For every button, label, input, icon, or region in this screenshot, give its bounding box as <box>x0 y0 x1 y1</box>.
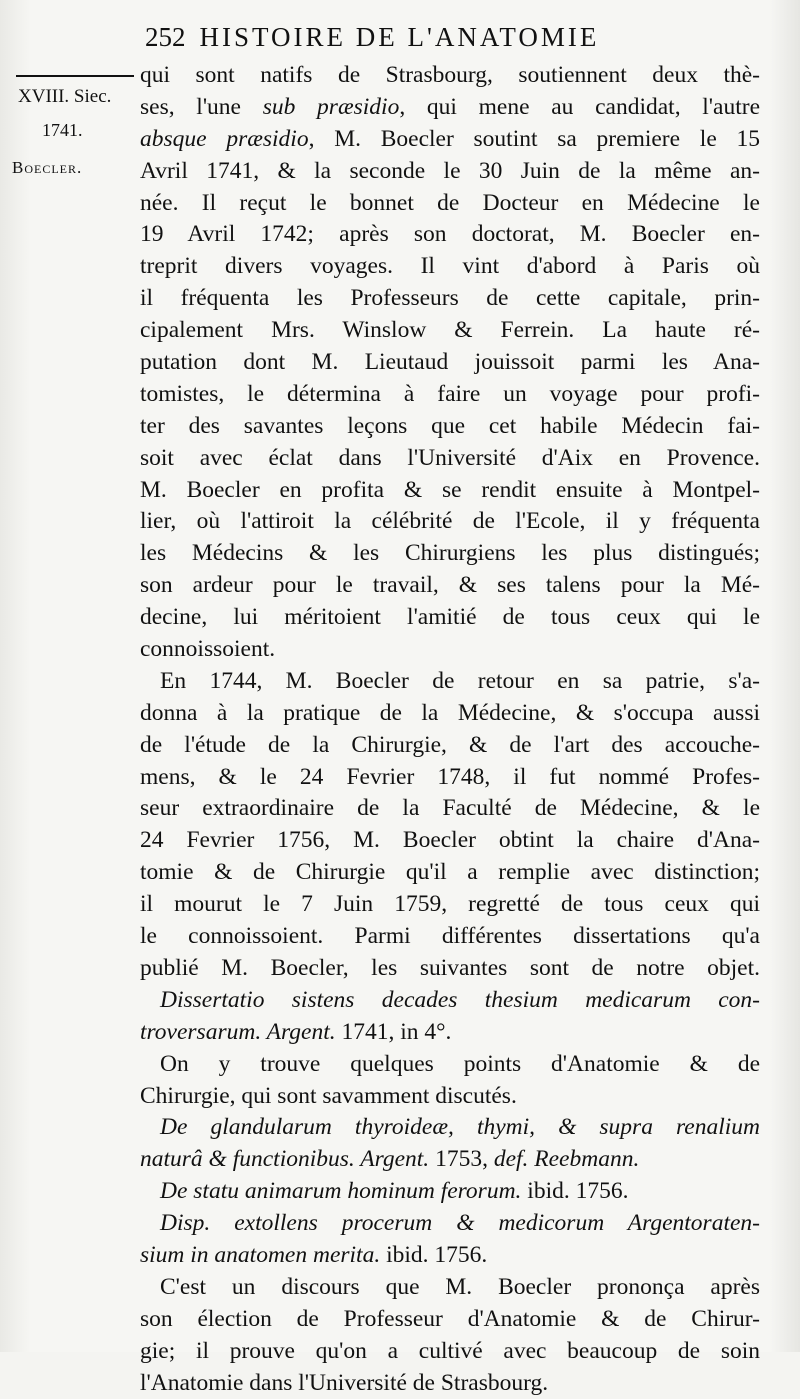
text-line <box>140 92 760 124</box>
text-line: putation dont M. Lieutaud jouissoit parmi les Ana- <box>140 349 760 376</box>
text-line: treprit divers voyages. Il vint d'abord à Paris où <box>140 253 760 280</box>
text-line: qui sont natifs de Strasbourg, soutiennent deux thè- <box>140 62 760 88</box>
running-title: HISTOIRE DE L'ANATOMIE <box>199 22 600 52</box>
roman-text: 1741, in 4°. <box>341 1018 452 1045</box>
body-text <box>140 60 760 1399</box>
roman-text: ibid. 1756. <box>386 1241 488 1268</box>
margin-note-author: Boecler. <box>12 158 83 177</box>
margin-note-century: XVIII. Siec. <box>18 86 112 107</box>
text-line: decine, lui méritoient l'amitié de tous ceux qui le <box>140 604 760 631</box>
text-line: donna à la pratique de la Médecine, & s'occupa aussi <box>140 699 760 726</box>
margin-note-year: 1741. <box>42 120 83 140</box>
roman-text: , M. Boecler soutint sa premiere le 15 <box>308 125 760 152</box>
text-line: 19 Avril 1742; après son doctorat, M. Boecler en- <box>140 221 760 248</box>
italic-text: def. Reebmann. <box>493 1146 640 1173</box>
text-line <box>140 1144 760 1176</box>
text-line: C'est un discours que M. Boecler prononça après <box>160 1273 760 1300</box>
italic-text: naturâ & functionibus. Argent. <box>140 1146 436 1173</box>
text-line: il mourut le 7 Juin 1759, regretté de tous ceux qui <box>140 891 760 918</box>
margin-rule <box>16 75 134 77</box>
text-line: Avril 1741, & la seconde le 30 Juin de la même an- <box>140 157 760 184</box>
text-line: soit avec éclat dans l'Université d'Aix en Provence. <box>140 444 760 471</box>
italic-text: absque præsidio <box>140 125 309 152</box>
text-line <box>140 1240 760 1272</box>
text-line <box>140 1017 760 1049</box>
text-line: l'Anatomie dans l'Université de Strasbourg. <box>140 1369 549 1396</box>
italic-text: De glandularum thyroideæ, thymi, & supra renalium <box>160 1114 760 1141</box>
italic-text: sub præsidio <box>262 93 400 120</box>
text-line: seur extraordinaire de la Faculté de Médecine, & le <box>140 795 760 822</box>
text-line: M. Boecler en profita & se rendit ensuite à Montpel- <box>140 476 760 503</box>
text-line <box>140 1176 760 1208</box>
text-line: tomistes, le détermina à faire un voyage pour profi- <box>140 380 760 407</box>
text-line <box>140 1208 760 1240</box>
text-line: Chirurgie, qui sont savamment discutés. <box>140 1082 517 1109</box>
text-line: mens, & le 24 Fevrier 1748, il fut nommé Profes- <box>140 763 760 790</box>
italic-text: Disp. extollens procerum & medicorum Argentoraten- <box>160 1210 760 1237</box>
text-line <box>140 1112 760 1144</box>
text-line: En 1744, M. Boecler de retour en sa patrie, s'a- <box>160 667 760 694</box>
text-line: tomie & de Chirurgie qu'il a remplie avec distinction; <box>140 859 760 886</box>
text-line: de l'étude de la Chirurgie, & de l'art des accouche- <box>140 731 760 758</box>
text-line: cipalement Mrs. Winslow & Ferrein. La haute ré- <box>140 317 760 344</box>
italic-text: troversarum. Argent. <box>140 1018 342 1045</box>
text-line: née. Il reçut le bonnet de Docteur en Médecine le <box>140 189 760 216</box>
text-line: son ardeur pour le travail, & ses talens pour la Mé- <box>140 572 760 599</box>
roman-text: 1753, <box>435 1146 494 1173</box>
text-line: 24 Fevrier 1756, M. Boecler obtint la chaire d'Ana- <box>140 827 760 854</box>
text-line: On y trouve quelques points d'Anatomie & de <box>160 1050 760 1077</box>
text-line: les Médecins & les Chirurgiens les plus distingués; <box>140 540 760 567</box>
text-line: le connoissoient. Parmi différentes dissertations qu'a <box>140 923 760 950</box>
text-line: ter des savantes leçons que cet habile Médecin fai- <box>140 412 760 439</box>
page-number: 252 <box>145 22 186 52</box>
italic-text: De statu animarum hominum ferorum. <box>160 1178 528 1205</box>
italic-text: Dissertatio sistens decades thesium medicarum con- <box>160 986 760 1013</box>
text-line: publié M. Boecler, les suivantes sont de notre objet. <box>140 954 760 981</box>
text-line: gie; il prouve qu'on a cultivé avec beaucoup de soin <box>140 1337 760 1364</box>
text-line: son élection de Professeur d'Anatomie & de Chirur- <box>140 1305 760 1332</box>
text-line: il fréquenta les Professeurs de cette capitale, prin- <box>140 285 760 312</box>
roman-text: , qui mene au candidat, l'autre <box>399 93 761 120</box>
roman-text: ses, l'une <box>140 93 263 120</box>
text-line <box>140 124 760 156</box>
text-line <box>140 985 760 1017</box>
italic-text: sium in anatomen merita. <box>140 1241 387 1268</box>
text-line: connoissoient. <box>140 636 276 663</box>
running-head <box>145 22 705 53</box>
text-line: lier, où l'attiroit la célébrité de l'Ecole, il y fréquenta <box>140 508 760 535</box>
roman-text: ibid. 1756. <box>527 1178 629 1205</box>
